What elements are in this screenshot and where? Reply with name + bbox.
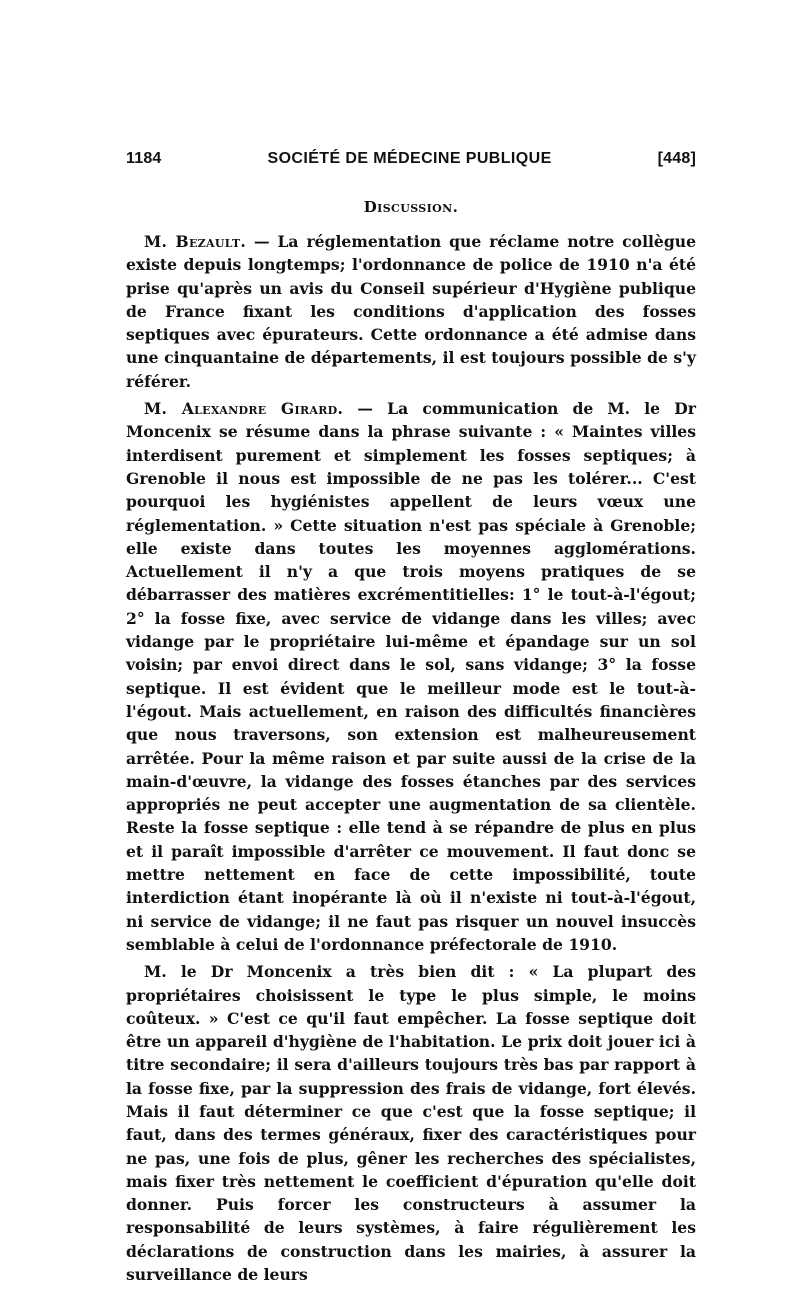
paragraph-bezault	[126, 230, 696, 393]
running-title: SOCIÉTÉ DE MÉDECINE PUBLIQUE	[267, 150, 552, 167]
running-header	[126, 150, 696, 176]
speaker-name: M. Bezault.	[144, 232, 247, 251]
speaker-name: M. Alexandre Girard.	[144, 399, 344, 419]
paragraph-girard	[126, 397, 696, 956]
bracket-page-number: [448]	[657, 150, 696, 167]
section-title: Discussion.	[363, 198, 459, 216]
paragraph-text: — La communication de M. le Dr Moncenix se résume dans la phrase suivante : « Maintes villes interdisent purement et simplement les fosses septiques; à Grenoble il nous est impossible de ne pas les tolérer... C'est pourquoi les hygiénistes appellent de leurs vœux une réglementation. » Cette situation n'est pas spéciale à Grenoble; elle existe dans toutes les moyennes agglomérations. Actuellement il n'y a que trois moyens pratiques de se débarrasser des matières excrémentitielles: 1° le tout-à-l'égout; 2° la fosse fixe, avec service de vidange dans les villes; avec vidange par le propriétaire lui-même et épandage sur un sol voisin; par envoi direct dans le sol, sans vidange; 3° la fosse septique. Il est évident que le meilleur mode est le tout-à-l'égout. Mais actuellement, en raison des difficultés financières que nous traversons, son extension est malheureusement arrêtée. Pour la même raison et par suite aussi de la crise de la main-d'œuvre, la vidange des fosses étanches par des services appropriés ne peut accepter une augmentation de sa clientèle. Reste la fosse septique : elle tend à se répandre de plus en plus et il paraît impossible d'arrêter ce mouvement. Il faut donc se mettre nettement en face de cette impossibilité, toute interdiction étant inopérante là où il n'existe ni tout-à-l'égout, ni service de vidange; il ne faut pas risquer un nouvel insuccès semblable à celui de l'ordonnance préfectorale de 1910.	[126, 399, 696, 954]
paragraph-text: M. le Dr Moncenix a très bien dit : « La plupart des propriétaires choisissent le type le plus simple, le moins coûteux. » C'est ce qu'il faut empêcher. La fosse septique doit être un appareil d'hygiène de l'habitation. Le prix doit jouer ici à titre secondaire; il sera d'ailleurs toujours très bas par rapport à la fosse fixe, par la suppression des frais de vidange, fort élevés. Mais il faut déterminer ce que c'est que la fosse septique; il faut, dans des termes généraux, fixer des caractéristiques pour ne pas, une fois de plus, gêner les recherches des spécialistes, mais fixer très nettement le coefficient d'épuration qu'elle doit donner. Puis forcer les constructeurs à assumer la responsabilité de leurs systèmes, à faire régulièrement les déclarations de construction dans les mairies, à assurer la surveillance de leurs	[126, 962, 696, 1285]
document-page	[126, 150, 696, 1286]
page-number: 1184	[126, 150, 162, 167]
paragraph-continuation	[126, 960, 696, 1286]
paragraph-text: — La réglementation que réclame notre collègue existe depuis longtemps; l'ordonnance de police de 1910 n'a été prise qu'après un avis du Conseil supérieur d'Hygiène publique de France fixant les conditions d'application des fosses septiques avec épurateurs. Cette ordonnance a été admise dans une cinquantaine de départements, il est toujours possible de s'y référer.	[126, 232, 697, 391]
